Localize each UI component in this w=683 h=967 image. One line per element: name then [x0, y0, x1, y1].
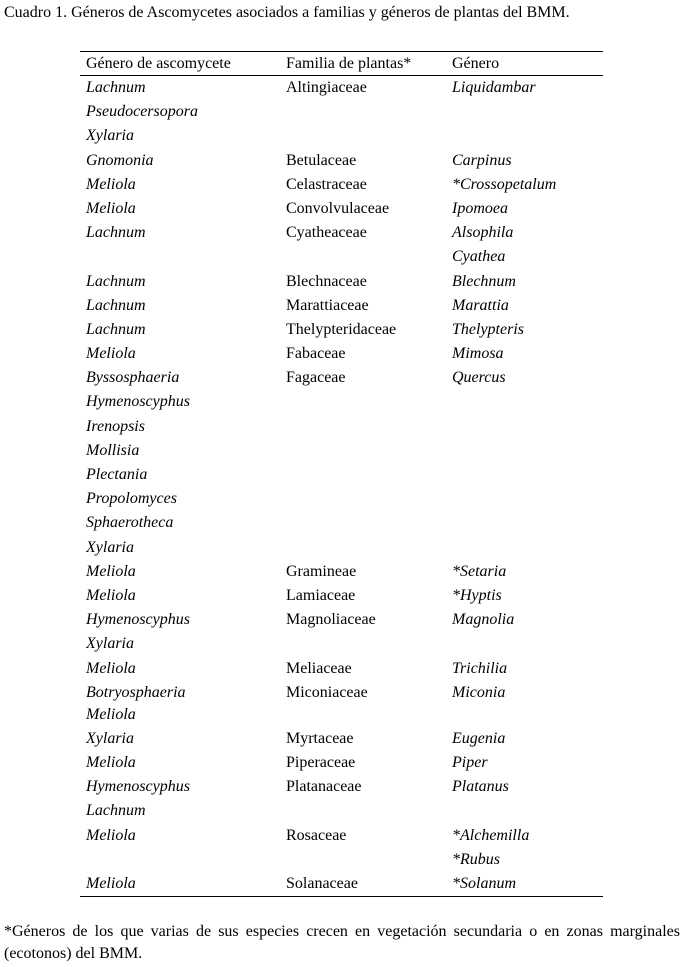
cell-plant-genus: Liquidambar	[452, 79, 536, 96]
header-fungus-genus: Género de ascomycete	[86, 55, 231, 72]
cell-plant-genus: Blechnum	[452, 272, 516, 290]
cell-fungus-genus: Hymenoscyphus	[86, 778, 190, 796]
cell-fungus-genus: Xylaria	[86, 729, 134, 747]
cell-fungus-genus: Meliola	[86, 199, 136, 217]
cell-fungus-genus: Meliola	[86, 562, 136, 580]
cell-plant-genus: Alsophila	[452, 224, 514, 242]
cell-plant-genus: Piper	[452, 754, 488, 772]
table-row	[80, 76, 603, 100]
cell-plant-family: Betulaceae	[286, 151, 357, 169]
cell-fungus-genus: Propolomyces	[86, 490, 177, 508]
cell-plant-family: Altingiaceae	[286, 79, 367, 96]
cell-fungus-genus: Meliola	[86, 754, 136, 772]
cell-plant-genus: *Solanum	[452, 875, 516, 892]
cell-fungus-genus: Lachnum	[86, 320, 146, 338]
table-row	[80, 848, 603, 872]
cell-plant-genus: Miconia	[452, 683, 506, 701]
table-row	[80, 390, 603, 414]
cell-plant-family: Thelypteridaceae	[286, 320, 397, 338]
cell-plant-genus: *Hyptis	[452, 586, 502, 604]
table-row	[80, 415, 603, 439]
cell-plant-genus: Cyathea	[452, 248, 506, 266]
table-row	[80, 536, 603, 560]
cell-plant-family: Cyatheaceae	[286, 224, 367, 242]
cell-fungus-genus: Meliola	[86, 826, 136, 844]
table-row	[80, 657, 603, 681]
table-row	[80, 511, 603, 535]
cell-fungus-genus: Sphaerotheca	[86, 514, 174, 532]
cell-plant-genus: Mimosa	[452, 345, 504, 363]
table-row	[80, 270, 603, 294]
cell-plant-family: Rosaceae	[286, 826, 347, 844]
table-row	[80, 124, 603, 148]
table-row	[80, 608, 603, 632]
table-caption: Cuadro 1. Géneros de Ascomycetes asociados a familias y géneros de plantas del BMM.	[4, 4, 570, 21]
cell-plant-family: Celastraceae	[286, 175, 367, 193]
table-row	[80, 294, 603, 318]
data-table	[80, 51, 603, 897]
cell-fungus-genus: Gnomonia	[86, 151, 154, 169]
cell-fungus-genus: Lachnum	[86, 79, 146, 96]
cell-plant-genus: Eugenia	[452, 729, 506, 747]
table-row	[80, 100, 603, 124]
cell-plant-genus: *Crossopetalum	[452, 175, 557, 193]
table-body	[80, 76, 603, 896]
table-row	[80, 751, 603, 775]
cell-plant-family: Meliaceae	[286, 659, 352, 677]
cell-fungus-genus: Lachnum	[86, 802, 146, 820]
cell-fungus-genus: Meliola	[86, 586, 136, 604]
cell-plant-genus: Ipomoea	[452, 199, 508, 217]
cell-plant-genus: *Setaria	[452, 562, 507, 580]
cell-plant-genus: Platanus	[452, 778, 509, 796]
table-row	[80, 487, 603, 511]
cell-plant-family: Piperaceae	[286, 754, 356, 772]
cell-fungus-genus: Meliola	[86, 175, 136, 193]
cell-fungus-genus: Byssosphaeria	[86, 369, 180, 387]
cell-fungus-genus: Meliola	[86, 705, 136, 723]
cell-plant-family: Fabaceae	[286, 345, 346, 363]
cell-plant-family: Miconiaceae	[286, 683, 368, 701]
cell-fungus-genus: Meliola	[86, 659, 136, 677]
cell-plant-genus: Carpinus	[452, 151, 512, 169]
cell-fungus-genus: Lachnum	[86, 272, 146, 290]
cell-plant-genus: Quercus	[452, 369, 506, 387]
table-row	[80, 245, 603, 269]
table-row	[80, 173, 603, 197]
table-row	[80, 703, 603, 727]
cell-plant-family: Blechnaceae	[286, 272, 367, 290]
table-row	[80, 872, 603, 896]
table-row	[80, 681, 603, 703]
table-row	[80, 560, 603, 584]
table-bottom-rule	[80, 896, 603, 897]
table-row	[80, 727, 603, 751]
cell-plant-family: Marattiaceae	[286, 296, 369, 314]
cell-plant-genus: Thelypteris	[452, 320, 524, 338]
table-row	[80, 584, 603, 608]
cell-fungus-genus: Botryosphaeria	[86, 683, 186, 701]
cell-fungus-genus: Mollisia	[86, 441, 140, 459]
cell-plant-family: Fagaceae	[286, 369, 346, 387]
table-header-row	[80, 52, 603, 75]
cell-fungus-genus: Lachnum	[86, 296, 146, 314]
cell-fungus-genus: Lachnum	[86, 224, 146, 242]
cell-plant-family: Lamiaceae	[286, 586, 356, 604]
cell-fungus-genus: Meliola	[86, 345, 136, 363]
table-row	[80, 463, 603, 487]
table-row	[80, 366, 603, 390]
cell-plant-genus: *Alchemilla	[452, 826, 530, 844]
table-row	[80, 197, 603, 221]
table-row	[80, 824, 603, 848]
header-plant-family: Familia de plantas*	[286, 55, 412, 72]
table-row	[80, 632, 603, 656]
cell-fungus-genus: Xylaria	[86, 127, 134, 145]
cell-plant-family: Myrtaceae	[286, 729, 354, 747]
cell-plant-family: Gramineae	[286, 562, 357, 580]
cell-fungus-genus: Plectania	[86, 466, 148, 483]
table-footnote: *Géneros de los que varias de sus especies crecen en vegetación secundaria o en zonas marginales (ecotonos) del BMM.	[4, 923, 680, 962]
cell-plant-genus: Marattia	[452, 296, 509, 314]
cell-plant-genus: *Rubus	[452, 850, 500, 868]
table-row	[80, 149, 603, 173]
cell-plant-family: Magnoliaceae	[286, 611, 376, 629]
cell-fungus-genus: Xylaria	[86, 635, 134, 653]
table-row	[80, 318, 603, 342]
cell-fungus-genus: Xylaria	[86, 538, 134, 556]
cell-fungus-genus: Meliola	[86, 875, 136, 892]
table-row	[80, 775, 603, 799]
table-row	[80, 342, 603, 366]
table-row	[80, 439, 603, 463]
cell-plant-family: Platanaceae	[286, 778, 362, 796]
cell-plant-genus: Magnolia	[452, 611, 515, 629]
cell-fungus-genus: Pseudocersopora	[86, 103, 198, 121]
table-row	[80, 799, 603, 823]
cell-fungus-genus: Hymenoscyphus	[86, 393, 190, 411]
cell-plant-genus: Trichilia	[452, 659, 508, 677]
cell-plant-family: Solanaceae	[286, 875, 358, 892]
cell-fungus-genus: Irenopsis	[86, 417, 145, 435]
cell-fungus-genus: Hymenoscyphus	[86, 611, 190, 629]
table-row	[80, 221, 603, 245]
cell-plant-family: Convolvulaceae	[286, 199, 390, 217]
header-plant-genus: Género	[452, 55, 500, 72]
